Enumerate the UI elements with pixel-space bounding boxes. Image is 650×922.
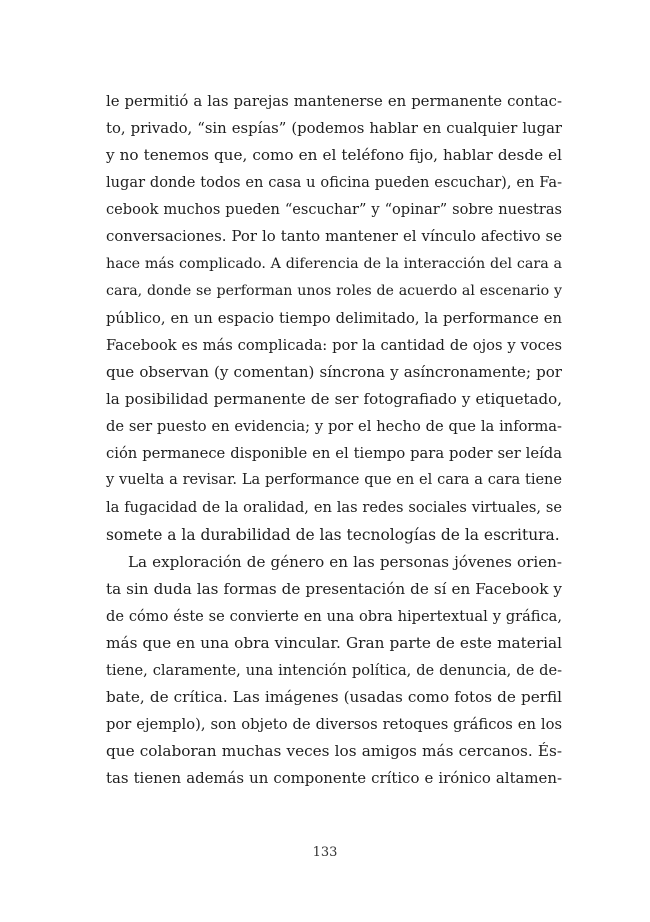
body-text [106,88,562,792]
text-line: y vuelta a revisar. La performance que en el cara a cara tiene [106,472,562,489]
text-line: La exploración de género en las personas jóvenes orien- [128,552,562,571]
paragraph-2 [106,549,562,793]
text-line: la fugacidad de la oralidad, en las redes sociales virtuales, se [106,499,562,517]
text-line: por ejemplo), son objeto de diversos retoques gráficos en los [106,716,562,734]
text-line: la posibilidad permanente de ser fotografiado y etiquetado, [106,390,562,409]
text-line: cara, donde se performan unos roles de acuerdo al escenario y [106,282,562,299]
text-line: bate, de crítica. Las imágenes (usadas como fotos de perfil [106,688,562,707]
text-line: hace más complicado. A diferencia de la interacción del cara a [106,255,562,272]
text-line: conversaciones. Por lo tanto mantener el vínculo afectivo se [106,227,562,246]
text-line: de cómo éste se convierte en una obra hipertextual y gráfica, [106,607,562,625]
page-number: 133 [312,845,338,860]
text-line: ta sin duda las formas de presentación de sí en Facebook y [106,579,562,598]
text-line: Facebook es más complicada: por la cantidad de ojos y voces [106,336,562,354]
text-line: ción permanece disponible en el tiempo para poder ser leída [106,445,562,463]
text-line: que colaboran muchas veces los amigos más cercanos. És- [106,742,562,761]
text-line: cebook muchos pueden “escuchar” y “opinar” sobre nuestras [106,201,562,219]
text-line: somete a la durabilidad de las tecnologías de la escritura. [106,525,560,544]
text-line: tas tienen además un componente crítico e irónico altamen- [106,769,562,788]
text-line: de ser puesto en evidencia; y por el hecho de que la informa- [106,418,562,436]
text-line: to, privado, “sin espías” (podemos hablar en cualquier lugar [106,120,562,138]
text-line: y no tenemos que, como en el teléfono fijo, hablar desde el [106,146,562,165]
text-line: tiene, claramente, una intención política, de denuncia, de de- [106,661,562,679]
text-line: que observan (y comentan) síncrona y asíncronamente; por [106,362,562,381]
paragraph-1 [106,88,562,549]
text-line: lugar donde todos en casa u oficina pueden escuchar), en Fa- [106,174,562,192]
text-line: más que en una obra vincular. Gran parte de este material [106,633,562,652]
text-line: público, en un espacio tiempo delimitado, la performance en [106,309,562,327]
text-line: le permitió a las parejas mantenerse en permanente contac- [106,93,562,110]
